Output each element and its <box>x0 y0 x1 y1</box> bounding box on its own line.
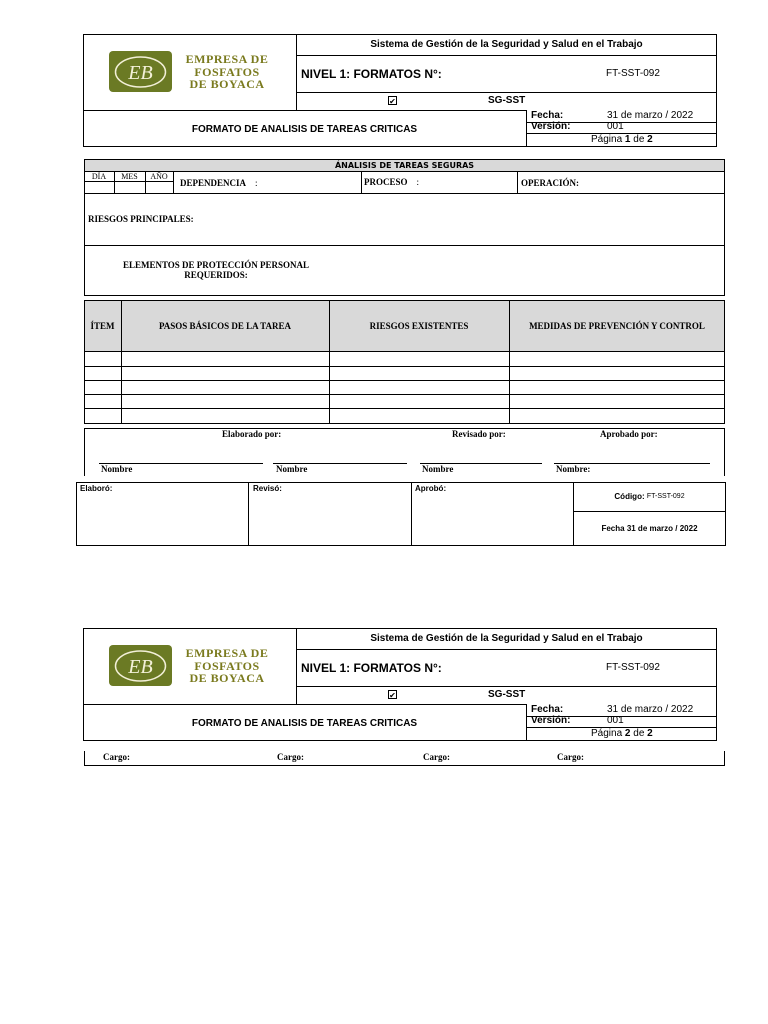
system-title: Sistema de Gestión de la Seguridad y Salud en el Trabajo <box>370 39 643 50</box>
version-value: 001 <box>607 121 624 132</box>
sgsst-label: SG-SST <box>488 689 526 700</box>
form-title: FORMATO DE ANALISIS DE TAREAS CRITICAS <box>191 123 418 135</box>
cargo-label: Cargo: <box>277 752 304 762</box>
logo-emblem-icon <box>113 649 168 683</box>
mes-label: MES <box>121 171 138 181</box>
table-row[interactable] <box>85 409 724 423</box>
ano-label: AÑO <box>150 171 168 181</box>
page2-header <box>83 628 717 741</box>
reviso-label: Revisó: <box>253 484 282 493</box>
version-label: Versión: <box>531 715 571 726</box>
system-title: Sistema de Gestión de la Seguridad y Salud en el Trabajo <box>370 633 643 644</box>
nombre-label: Nombre <box>276 464 308 474</box>
logo-emblem-icon <box>113 55 168 89</box>
level-label: NIVEL 1: FORMATOS N°: <box>301 661 442 675</box>
table-row[interactable] <box>85 367 724 380</box>
checkbox-icon: ✔ <box>389 97 396 106</box>
ano-field[interactable] <box>146 182 173 192</box>
sgsst-label: SG-SST <box>488 95 526 106</box>
fecha-value: 31 de marzo / 2022 <box>607 704 694 715</box>
approval-footer <box>76 482 726 546</box>
form-code: FT-SST-092 <box>606 662 660 673</box>
aprobo-label: Aprobó: <box>415 484 447 493</box>
col-pasos: PASOS BÁSICOS DE LA TAREA <box>158 320 292 331</box>
fecha-label: Fecha: <box>531 110 564 121</box>
operacion-label: OPERACIÓN: <box>521 178 579 188</box>
aprobado-label: Aprobado por: <box>600 429 658 439</box>
cargo-label: Cargo: <box>557 752 584 762</box>
cargo-label: Cargo: <box>103 752 130 762</box>
cargo-row <box>84 751 725 766</box>
revisado-label: Revisado por: <box>452 429 506 439</box>
tasks-table <box>84 300 725 424</box>
page1-header <box>83 34 717 147</box>
nombre-label: Nombre: <box>556 464 591 474</box>
col-riesgos: RIESGOS EXISTENTES <box>369 320 469 331</box>
analysis-block <box>84 159 725 296</box>
company-logo <box>109 51 172 92</box>
nombre-label: Nombre <box>422 464 454 474</box>
version-value: 001 <box>607 715 624 726</box>
codigo-field: Código: FT-SST-092 <box>614 492 685 501</box>
table-row[interactable] <box>85 381 724 394</box>
checkbox-icon: ✔ <box>389 691 396 700</box>
svg-text:EB: EB <box>128 61 153 84</box>
svg-text:EB: EB <box>128 655 153 678</box>
table-row[interactable] <box>85 352 724 366</box>
cargo-label: Cargo: <box>423 752 450 762</box>
elaborado-label: Elaborado por: <box>222 429 282 439</box>
signature-block <box>84 428 725 476</box>
level-label: NIVEL 1: FORMATOS N°: <box>301 67 442 81</box>
table-row[interactable] <box>85 395 724 408</box>
riesgos-principales-label: RIESGOS PRINCIPALES: <box>88 214 194 224</box>
version-label: Versión: <box>531 121 571 132</box>
proceso-label: PROCESO : <box>364 177 420 187</box>
epp-label: ELEMENTOS DE PROTECCIÓN PERSONAL REQUERIDOS: <box>122 260 310 280</box>
dependencia-label: DEPENDENCIA : <box>180 178 258 188</box>
elaboro-label: Elaboró: <box>80 484 113 493</box>
mes-field[interactable] <box>115 182 145 192</box>
page-indicator: Página 2 de 2 <box>591 728 653 739</box>
form-title: FORMATO DE ANALISIS DE TAREAS CRITICAS <box>191 717 418 729</box>
dia-label: DÍA <box>91 171 107 181</box>
fecha-label: Fecha: <box>531 704 564 715</box>
company-name: EMPRESA DE FOSFATOS DE BOYACA <box>185 52 269 91</box>
fecha-value: 31 de marzo / 2022 <box>607 110 694 121</box>
footer-fecha: Fecha 31 de marzo / 2022 <box>601 524 698 533</box>
company-logo <box>109 645 172 686</box>
company-name: EMPRESA DE FOSFATOS DE BOYACA <box>185 646 269 685</box>
nombre-label: Nombre <box>101 464 133 474</box>
col-item: ÍTEM <box>90 320 115 331</box>
form-code: FT-SST-092 <box>606 68 660 79</box>
dia-field[interactable] <box>85 182 114 192</box>
col-medidas: MEDIDAS DE PREVENCIÓN Y CONTROL <box>529 320 705 331</box>
analysis-title: ÁNALISIS DE TAREAS SEGURAS <box>85 160 724 171</box>
page-indicator: Página 1 de 2 <box>591 134 653 145</box>
